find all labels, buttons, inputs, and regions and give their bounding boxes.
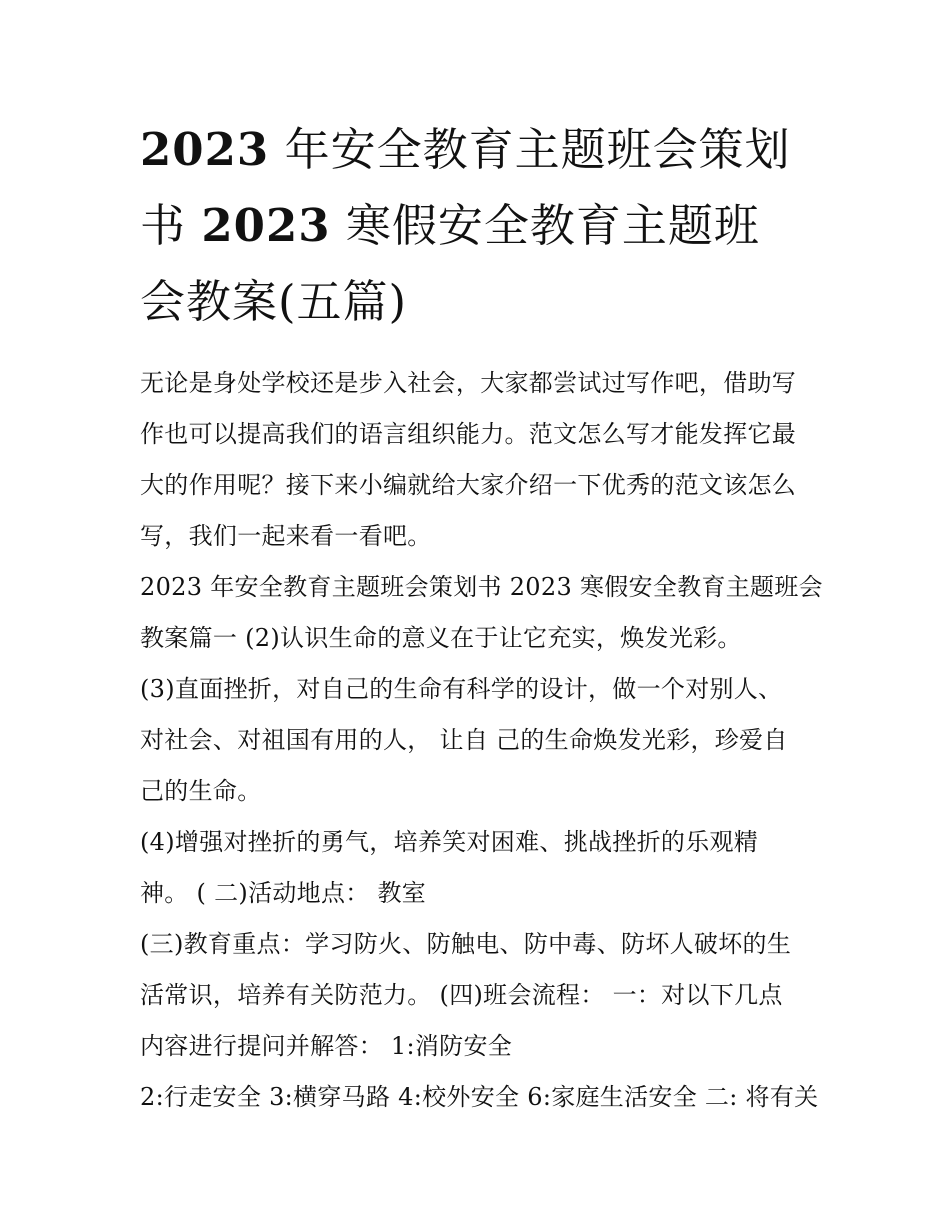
body-line: 教案篇一 (2)认识生命的意义在于让它充实，焕发光彩。 bbox=[140, 624, 742, 652]
body-line: 2023 年安全教育主题班会策划书 2023 寒假安全教育主题班会 bbox=[140, 573, 823, 601]
title-text: 年安全教育主题班会策划 bbox=[284, 123, 791, 176]
body-line: (三)教育重点：学习防火、防触电、防中毒、防坏人破坏的生 bbox=[140, 930, 792, 958]
title-line bbox=[140, 188, 816, 264]
document-body bbox=[140, 358, 823, 1123]
title-text: 书 bbox=[140, 199, 187, 252]
title-text: 会教案(五篇) bbox=[140, 275, 408, 328]
body-line: 大的作用呢？接下来小编就给大家介绍一下优秀的范文该怎么 bbox=[140, 471, 797, 499]
title-line bbox=[140, 264, 816, 340]
body-line: 己的生命。 bbox=[140, 777, 262, 805]
body-line: 2:行走安全 3:横穿马路 4:校外安全 6:家庭生活安全 二: 将有关 bbox=[140, 1083, 819, 1111]
body-line: 活常识，培养有关防范力。 (四)班会流程： 一：对以下几点 bbox=[140, 981, 783, 1009]
body-line: 内容进行提问并解答： 1:消防安全 bbox=[140, 1032, 513, 1060]
body-line: 对社会、对祖国有用的人， 让自 己的生命焕发光彩，珍爱自 bbox=[140, 726, 788, 754]
document-page bbox=[140, 112, 823, 1123]
title-year: 2023 bbox=[140, 123, 270, 176]
title-text: 寒假安全教育主题班 bbox=[345, 199, 760, 252]
document-title bbox=[140, 112, 816, 340]
body-line: (4)增强对挫折的勇气，培养笑对困难、挑战挫折的乐观精 bbox=[140, 828, 759, 856]
body-line: (3)直面挫折，对自己的生命有科学的设计，做一个对别人、 bbox=[140, 675, 783, 703]
body-line: 神。 ( 二)活动地点： 教室 bbox=[140, 879, 427, 907]
body-line: 写，我们一起来看一看吧。 bbox=[140, 522, 432, 550]
body-line: 无论是身处学校还是步入社会，大家都尝试过写作吧，借助写 bbox=[140, 369, 797, 397]
title-year: 2023 bbox=[201, 199, 331, 252]
title-line bbox=[140, 112, 816, 188]
body-line: 作也可以提高我们的语言组织能力。范文怎么写才能发挥它最 bbox=[140, 420, 797, 448]
